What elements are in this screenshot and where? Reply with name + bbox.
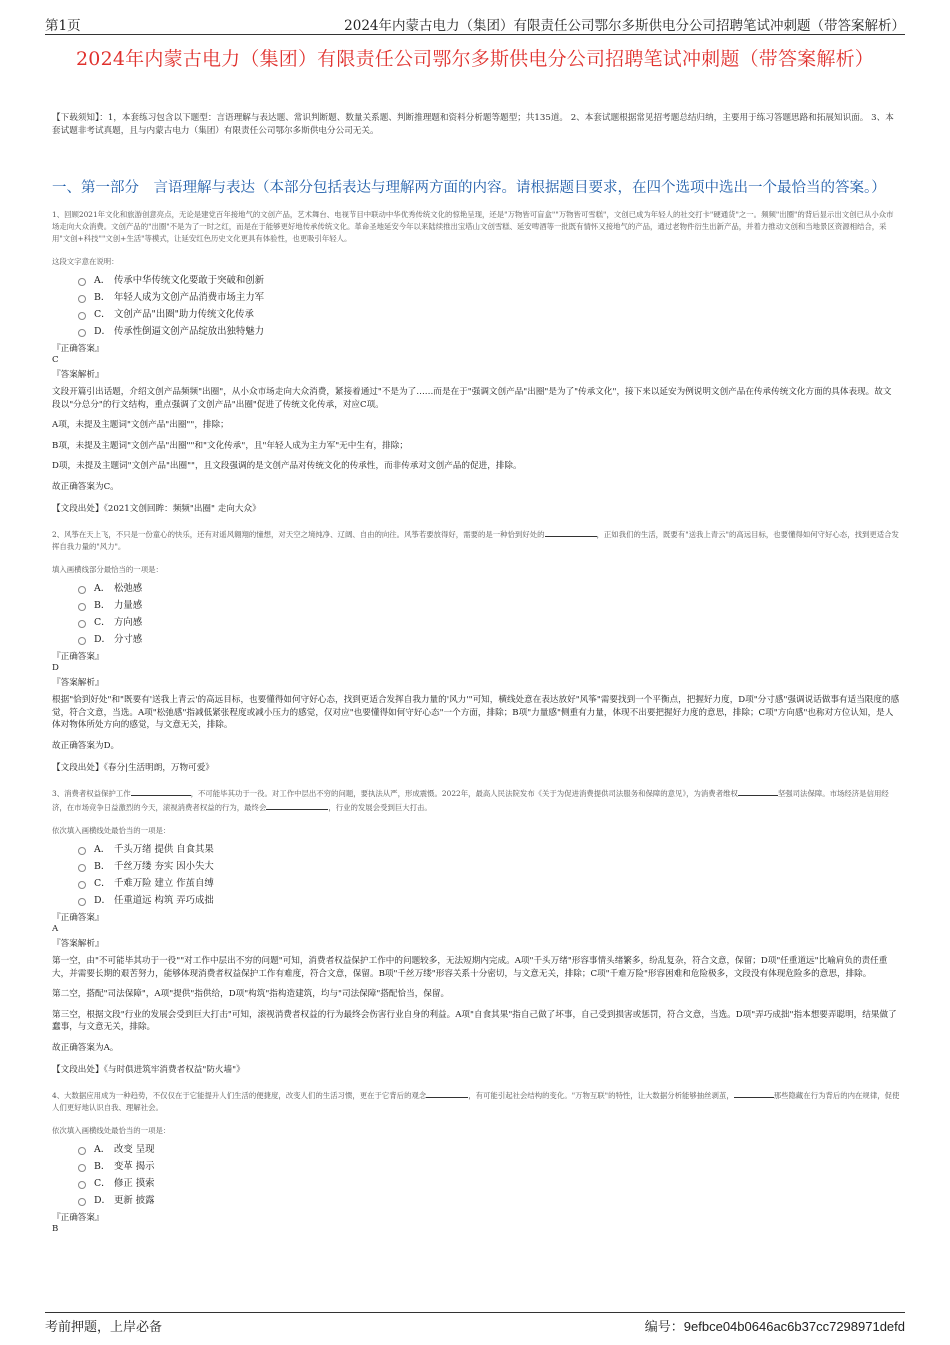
option-list	[52, 1141, 900, 1209]
option-d[interactable]: D． 更新 披露	[78, 1192, 900, 1209]
analysis-conclusion: 故正确答案为D。	[52, 740, 120, 751]
analysis-conclusion: 故正确答案为C。	[52, 481, 119, 492]
option-b[interactable]: B． 力量感	[78, 597, 900, 614]
radio-icon[interactable]	[78, 637, 86, 645]
source-citation: 【文段出处】《2021文创回眸：频频"出圈" 走向大众》	[52, 504, 261, 514]
question-text: 1、回顾2021年文化和旅游创意亮点，无论是建党百年接地气的文创产品，艺术舞台、电视节目中联动中华优秀传统文化的惊艳呈现，还是"万物皆可盲盒""万物皆可雪糕"，文创已成为年轻人的社交打卡"硬通货"之一。频频"出圈"的背后显示出文创已从小众市场走向大众消费。文创产品的"出圈"不是为了一时之红，而是在于能够更好地传承传统文化。革命圣地延安今年以来陆续推出宝塔山文创雪糕、延安啤酒等一批既有情怀又接地气的产品，通过老物件衍生出新产品，并着力推动文创和当地景区资源相结合，采用"文创+科技""文创+生活"等模式，让延安红色历史文化更具有体验性，也更吸引年轻人。	[52, 210, 894, 243]
option-list	[52, 580, 900, 648]
analysis-paragraph: B项，未提及主题词"文创产品"出圈""和"文化传承"，且"年轻人成为主力军"无中生有，排除；	[52, 440, 408, 451]
fill-blank	[131, 786, 191, 796]
answer-label: 『正确答案』	[52, 913, 104, 923]
fill-blank	[426, 1088, 468, 1098]
download-notice: 【下载须知】：1，本套练习包含以下题型：言语理解与表达题、常识判断题、数量关系题、判断推理题和资料分析题等题型；共135道。 2、本套试题根据常见招考题总结归纳，主要用于练习答题思路和拓展知识面。 3、本套试题非考试真题，且与内蒙古电力（集团）有限责任公司鄂尔多斯供电分公司无关。	[52, 113, 894, 136]
radio-icon[interactable]	[78, 864, 86, 872]
answer-value: C	[52, 355, 59, 365]
radio-icon[interactable]	[78, 295, 86, 303]
radio-icon[interactable]	[78, 603, 86, 611]
footer-slogan: 考前押题，上岸必备	[45, 1320, 163, 1335]
analysis-paragraph: A项，未提及主题词"文创产品"出圈""，排除；	[52, 420, 229, 430]
option-c[interactable]: C． 方向感	[78, 614, 900, 631]
option-c[interactable]: C． 文创产品"出圈"助力传统文化传承	[78, 306, 900, 323]
option-d[interactable]: D． 传承性倒逼文创产品绽放出独特魅力	[78, 323, 900, 340]
question-prompt: 依次填入画横线处最恰当的一项是：	[52, 826, 171, 835]
radio-icon[interactable]	[78, 898, 86, 906]
radio-icon[interactable]	[78, 329, 86, 337]
source-citation: 【文段出处】《与时俱进筑牢消费者权益"防火墙"》	[52, 1065, 245, 1075]
option-c[interactable]: C． 修正 摸索	[78, 1175, 900, 1192]
fill-blank	[545, 527, 597, 537]
analysis-label: 『答案解析』	[52, 678, 104, 688]
answer-value: D	[52, 663, 59, 673]
analysis-paragraph: 根据"恰到好处"和"既要有'送我上青云'的高远目标，也要懂得如何守好心态，找到更适合发挥自我力量的'风力'"可知，横线处意在表达放好"风筝"需要找到一个平衡点，把握好力度，D项"分寸感"强调说话做事有适当限度的感觉，符合文意，当选。A项"松弛感"指减低紧张程度或减小压力的感觉，仅对应"也要懂得如何守好心态"一个方面，排除；B项"力量感"侧重有力量，体现不出要把握好力度的意思，排除；C项"方向感"也称对方位认知，是人体对物体所处方向的感觉，与文意无关，排除。	[52, 695, 900, 730]
radio-icon[interactable]	[78, 847, 86, 855]
radio-icon[interactable]	[78, 1164, 86, 1172]
answer-value: B	[52, 1224, 59, 1234]
question-3	[52, 786, 900, 1076]
radio-icon[interactable]	[78, 1198, 86, 1206]
source-citation: 【文段出处】《春分|生活明朗，万物可爱》	[52, 763, 214, 773]
option-d[interactable]: D． 任重道远 构筑 弄巧成拙	[78, 892, 900, 909]
question-2	[52, 527, 900, 774]
question-text: 4、大数据应用成为一种趋势，不仅仅在于它能提升人们生活的便捷度，改变人们的生活习惯，更在于它背后的观念 ，有可能引起社会结构的变化。"万物互联"的特性，让大数据分析能够抽丝剥茧， 那些隐藏在行为背后的内在规律，促使人们更好地认识自我、理解社会。	[52, 1088, 900, 1114]
page-footer	[45, 1312, 905, 1335]
option-d[interactable]: D． 分寸感	[78, 631, 900, 648]
option-b[interactable]: B． 千丝万缕 夯实 因小失大	[78, 858, 900, 875]
radio-icon[interactable]	[78, 1181, 86, 1189]
answer-label: 『正确答案』	[52, 1213, 104, 1223]
radio-icon[interactable]	[78, 881, 86, 889]
option-a[interactable]: A． 改变 呈现	[78, 1141, 900, 1158]
document-code: 编号：9efbce04b0646ac6b37cc7298971defd	[644, 1319, 905, 1335]
answer-value: A	[52, 924, 59, 934]
option-a[interactable]: A． 传承中华传统文化要敢于突破和创新	[78, 272, 900, 289]
option-a[interactable]: A． 松弛感	[78, 580, 900, 597]
question-prompt: 这段文字意在说明：	[52, 257, 119, 266]
document-body	[52, 112, 900, 1235]
option-list	[52, 841, 900, 909]
analysis-paragraph: 第一空，由"不可能毕其功于一役""对工作中层出不穷的问题"可知，消费者权益保护工作中的问题较多，无法短期内完成。A项"千头万绪"形容事情头绪繁多，纷乱复杂，符合文意，保留；D项"任重道远"比喻肩负的责任重大，并需要长期的艰苦努力，能够体现消费者权益保护工作有难度，符合文意，保留。B项"千丝万缕"形容关系十分密切，与文意无关，排除；C项"千难万险"形容困难和危险极多，文段没有体现危险多的意思，排除。	[52, 956, 888, 979]
section-title: 一、第一部分 言语理解与表达（本部分包括表达与理解两方面的内容。请根据题目要求，在四个选项中选出一个最恰当的答案。）	[52, 180, 886, 196]
analysis-conclusion: 故正确答案为A。	[52, 1042, 119, 1053]
analysis-label: 『答案解析』	[52, 939, 104, 949]
option-b[interactable]: B． 变革 揭示	[78, 1158, 900, 1175]
analysis-paragraph: 文段开篇引出话题，介绍文创产品频频"出圈"，从小众市场走向大众消费，紧接着通过"不是为了……而是在于"强调文创产品"出圈"是为了"传承文化"，接下来以延安为例说明文创产品在传承传统文化方面的具体表现。故文段以"分总分"的行文结构，重点强调了文创产品"出圈"促进了传统文化传承，对应C项。	[52, 387, 892, 410]
option-a[interactable]: A． 千头万绪 提供 自食其果	[78, 841, 900, 858]
radio-icon[interactable]	[78, 586, 86, 594]
question-text: 2、风筝在天上飞，不只是一份童心的快乐，还有对遥风翱翔的憧想，对天空之境纯净、辽阔、自由的向往。风筝若要放得好，需要的是一种恰到好处的 ，正如我们的生活，既要有"送我上青云"的高远目标，也要懂得如何守好心态，找到更适合发挥自我力量的"风力"。	[52, 527, 900, 553]
analysis-label: 『答案解析』	[52, 370, 104, 380]
fill-blank	[738, 786, 778, 796]
option-b[interactable]: B． 年轻人成为文创产品消费市场主力军	[78, 289, 900, 306]
fill-blank	[266, 800, 328, 810]
question-prompt: 依次填入画横线处最恰当的一项是：	[52, 1126, 171, 1135]
option-list	[52, 272, 900, 340]
page-header	[45, 12, 905, 35]
analysis-paragraph: 第三空，根据文段"行业的发展会受到巨大打击"可知，滚视消费者权益的行为最终会伤害行业自身的利益。A项"自食其果"指自己做了坏事，自己受到损害或惩罚，符合文意，当选。D项"弄巧成拙"指本想要弄聪明，结果做了蠢事，与文意无关，排除。	[52, 1009, 897, 1032]
question-1	[52, 209, 900, 515]
radio-icon[interactable]	[78, 312, 86, 320]
question-prompt: 填入画横线部分最恰当的一项是：	[52, 565, 163, 574]
page-number: 第1页	[45, 18, 81, 34]
radio-icon[interactable]	[78, 278, 86, 286]
radio-icon[interactable]	[78, 1147, 86, 1155]
document-title: 2024年内蒙古电力（集团）有限责任公司鄂尔多斯供电分公司招聘笔试冲刺题（带答案解析）	[76, 48, 874, 70]
question-text: 3、消费者权益保护工作 ，不可能毕其功于一役。对工作中层出不穷的问题，要执法从严，形成震慑。2022年，最高人民法院发布《关于为促进消费提供司法服务和保障的意见》，为消费者维权 坚强司法保障。市场经济是信用经济，在市场竞争日益激烈的今天，滚视消费者权益的行为，最终会 ，行业的发展会受到巨大打击。	[52, 786, 900, 814]
option-c[interactable]: C． 千难万险 建立 作茧自缚	[78, 875, 900, 892]
analysis-paragraph: D项，未提及主题词"文创产品"出圈""，且文段强调的是文创产品对传统文化的传承性，而非传承对文创产品的促进，排除。	[52, 461, 522, 471]
header-title: 2024年内蒙古电力（集团）有限责任公司鄂尔多斯供电分公司招聘笔试冲刺题（带答案解析）	[344, 18, 905, 34]
answer-label: 『正确答案』	[52, 344, 104, 354]
radio-icon[interactable]	[78, 620, 86, 628]
fill-blank	[734, 1088, 774, 1098]
question-4	[52, 1088, 900, 1235]
answer-label: 『正确答案』	[52, 652, 104, 662]
analysis-paragraph: 第二空，搭配"司法保障"，A项"提供"指供给，D项"构筑"指构造建筑，均与"司法保障"搭配恰当，保留。	[52, 989, 450, 999]
